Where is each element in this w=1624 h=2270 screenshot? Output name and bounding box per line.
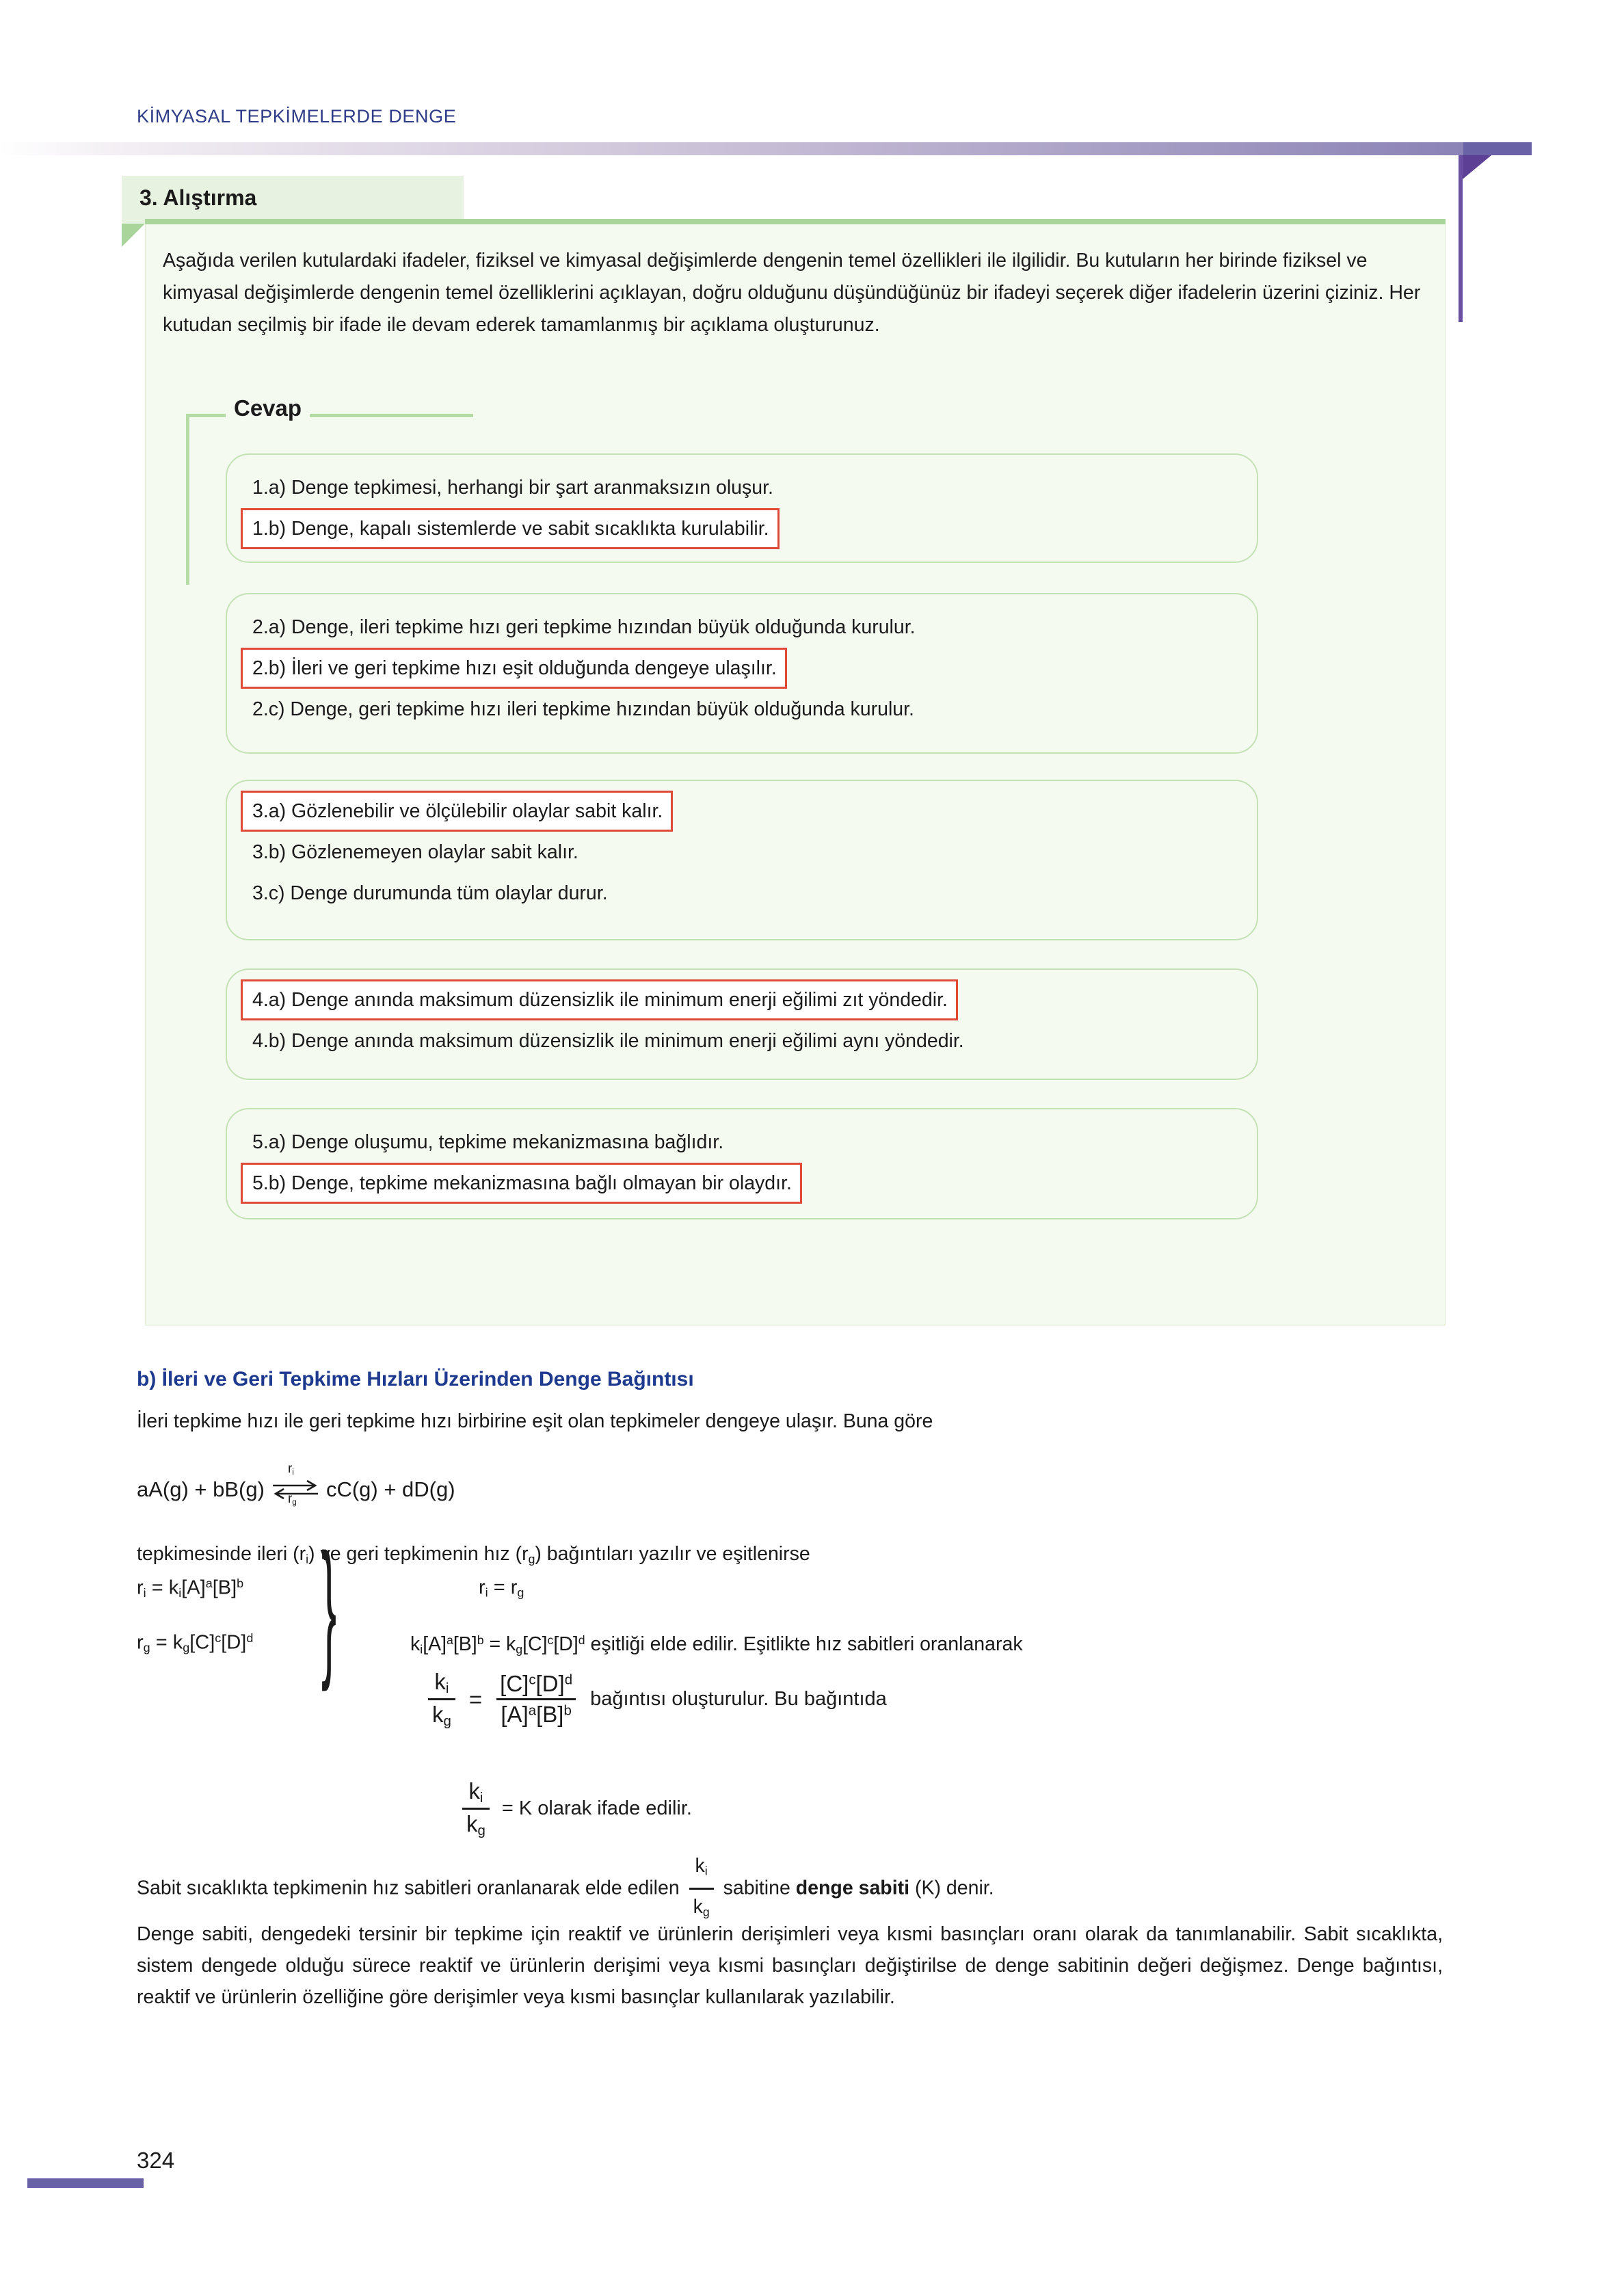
equilibrium-constant-formula: [424, 1669, 887, 1730]
double-arrow-icon: [271, 1462, 319, 1507]
equilibrium-reaction: [137, 1462, 455, 1507]
k-definition-formula: [458, 1778, 692, 1839]
paragraph-part: sabitine: [723, 1877, 790, 1899]
answer-option-selected[interactable]: 3.a) Gözlenebilir ve ölçülebilir olaylar sabit kalır.: [241, 791, 673, 832]
exercise-tab-bar: [145, 219, 1446, 224]
corner-ribbon-fold-icon: [1459, 155, 1491, 183]
answer-row: [227, 873, 1257, 914]
exercise-intro-text: Aşağıda verilen kutulardaki ifadeler, fiziksel ve kimyasal değişimlerde dengenin temel özellikleri ile ilgilidir. Bu kutuların her birinde fiziksel ve kimyasal değişimlerde dengenin temel özelliklerini açıklayan, doğru olduğunu düşündüğünüz bir ifadeyi seçerek diğer ifadelerin üzerini çiziniz. Her kutudan seçilmiş bir ifade ile devam ederek tamamlanmış bir açıklama oluşturunuz.: [163, 250, 1421, 336]
concentration-fraction: [496, 1671, 576, 1728]
formula-trailing-text: bağıntısı oluşturulur. Bu bağıntıda: [590, 1688, 887, 1711]
fraction-numerator: $k_i$: [434, 1669, 449, 1697]
answer-option-selected[interactable]: 2.b) İleri ve geri tepkime hızı eşit olduğunda dengeye ulaşılır.: [241, 648, 787, 689]
running-head: KİMYASAL TEPKİMELERDE DENGE: [137, 106, 457, 127]
answer-option[interactable]: 3.b) Gözlenemeyen olaylar sabit kalır.: [252, 841, 578, 863]
header-rule-cap: [1463, 142, 1532, 155]
answer-option-selected[interactable]: 4.a) Denge anında maksimum düzensizlik ile minimum enerji eğilimi zıt yöndedir.: [241, 979, 958, 1020]
answer-row: [227, 689, 1257, 730]
fraction-numerator: $k_i$: [695, 1855, 708, 1878]
rate-intro-text: tepkimesinde ileri $(r_i)$ ve geri tepkimenin hız $(r_g)$ bağıntıları yazılır ve eşitlenirse: [137, 1543, 810, 1566]
rate-equation-reverse: $r_g = k_g[C]^c[D]^d$: [137, 1631, 254, 1654]
answer-row: [227, 1109, 1257, 1163]
k-ratio-fraction: [428, 1669, 455, 1730]
answer-option[interactable]: 1.a) Denge tepkimesi, herhangi bir şart aranmaksızın oluşur.: [252, 477, 773, 499]
answer-option[interactable]: 4.b) Denge anında maksimum düzensizlik ile minimum enerji eğilimi aynı yöndedir.: [252, 1030, 964, 1052]
arrow-bottom-label: $r_g$: [287, 1492, 297, 1507]
exercise-title: 3. Alıştırma: [139, 185, 257, 210]
answer-row: [227, 594, 1257, 648]
rate-equality: $r_i = r_g$: [479, 1576, 524, 1600]
answer-row: [227, 455, 1257, 508]
answer-row: [227, 970, 1257, 1020]
exercise-tab-fold-icon: [122, 224, 145, 247]
answer-group-3: [226, 780, 1258, 940]
paragraph-final: Denge sabiti, dengedeki tersinir bir tepkime için reaktif ve ürünlerin derişimleri veya kısmi basınçları oranı olarak da tanımlanabilir. Sabit sıcaklıkta, sistem dengede olduğu sürece reaktif ve ürünlerin derişimi veya kısmi basınçları değiştirilse de denge sabitinin değeri değişmez. Denge bağıntısı, reaktif ve ürünlerin özelliğine göre derişimler veya kısmi basınçlar kullanılarak yazılabilir.: [137, 1923, 1443, 2008]
k-ratio-fraction-inline: [689, 1850, 714, 1928]
page-number: 324: [137, 2148, 175, 2173]
answer-group-2: [226, 593, 1258, 754]
fraction-denominator: $k_g$: [689, 1888, 714, 1927]
paragraph-denge-sabiti: [137, 1850, 1443, 1928]
arrow-top-label: $r_i$: [287, 1462, 294, 1477]
header-rule: [0, 142, 1463, 155]
answer-option-selected[interactable]: 1.b) Denge, kapalı sistemlerde ve sabit sıcaklıkta kurulabilir.: [241, 508, 780, 549]
answer-option[interactable]: 2.c) Denge, geri tepkime hızı ileri tepkime hızından büyük olduğunda kurulur.: [252, 698, 914, 720]
k-ratio-fraction: [462, 1778, 490, 1839]
answer-row: [227, 781, 1257, 832]
fraction-denominator: $[A]^a[B]^b$: [496, 1698, 575, 1728]
fraction-denominator: $k_g$: [428, 1698, 455, 1730]
answer-row: [227, 508, 1257, 549]
answer-row: [227, 832, 1257, 873]
footer-bar: [27, 2178, 144, 2188]
answer-row: [227, 1163, 1257, 1204]
answer-option-selected[interactable]: 5.b) Denge, tepkime mekanizmasına bağlı olmayan bir olaydır.: [241, 1163, 802, 1204]
term-denge-sabiti: denge sabiti: [795, 1877, 910, 1899]
answer-row: [227, 648, 1257, 689]
rate-equation-forward: $r_i = k_i[A]^a[B]^b$: [137, 1576, 244, 1600]
answer-option[interactable]: 5.a) Denge oluşumu, tepkime mekanizmasına bağlıdır.: [252, 1131, 724, 1153]
corner-ribbon-stem: [1459, 155, 1463, 322]
reaction-right: cC(g) + dD(g): [325, 1477, 455, 1501]
rate-derivation-text: $k_i[A]^a[B]^b = k_g[C]^c[D]^d$ eşitliği elde edilir. Eşitlikte hız sabitleri oranlanarak: [410, 1633, 1023, 1657]
paragraph-part: Sabit sıcaklıkta tepkimenin hız sabitleri oranlanarak elde edilen: [137, 1877, 680, 1899]
fraction-denominator: $k_g$: [462, 1808, 490, 1839]
fraction-numerator: $[C]^c[D]^d$: [500, 1671, 573, 1697]
answer-group-1: [226, 453, 1258, 563]
section-b-intro: İleri tepkime hızı ile geri tepkime hızı birbirine eşit olan tepkimeler dengeye ulaşır. Buna göre: [137, 1410, 933, 1432]
answer-row: [227, 1020, 1257, 1061]
answer-group-4: [226, 968, 1258, 1080]
answer-option[interactable]: 3.c) Denge durumunda tüm olaylar durur.: [252, 882, 608, 904]
answer-group-5: [226, 1108, 1258, 1219]
answer-option[interactable]: 2.a) Denge, ileri tepkime hızı geri tepkime hızından büyük olduğunda kurulur.: [252, 616, 916, 638]
formula-trailing-text: = K olarak ifade edilir.: [501, 1797, 692, 1820]
paragraph-part: (K) denir.: [914, 1877, 994, 1899]
reaction-left: aA(g) + bB(g): [137, 1477, 265, 1501]
answer-label: Cevap: [226, 395, 310, 421]
fraction-numerator: $k_i$: [468, 1778, 483, 1806]
answer-bracket-tail: [186, 414, 189, 581]
section-b-heading: b) İleri ve Geri Tepkime Hızları Üzerinden Denge Bağıntısı: [137, 1368, 694, 1390]
equals-sign: =: [468, 1686, 483, 1712]
brace-icon: }: [321, 1522, 337, 1693]
